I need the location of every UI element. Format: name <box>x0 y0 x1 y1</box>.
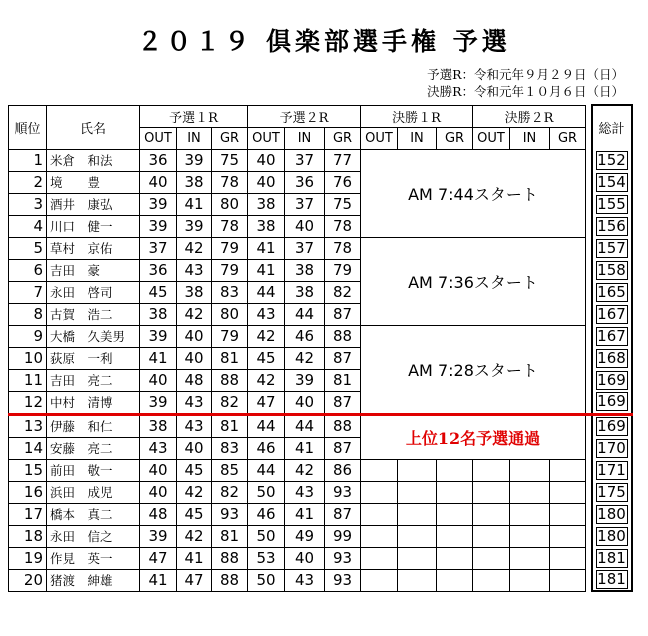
page-title: ２０１９ 倶楽部選手権 予選 <box>137 27 511 56</box>
final-score-empty <box>510 481 550 503</box>
rank-cell: 11 <box>9 369 47 391</box>
results-table <box>8 104 633 592</box>
q1-score: 78 <box>212 215 248 237</box>
subheader-gr: GR <box>550 127 586 149</box>
q1-score: 43 <box>177 259 212 281</box>
q2-score: 37 <box>285 193 325 215</box>
q1-score: 38 <box>177 171 212 193</box>
q1-score: 45 <box>177 503 212 525</box>
q2-score: 88 <box>325 325 361 347</box>
rank-cell: 19 <box>9 547 47 569</box>
final-score-empty <box>398 503 437 525</box>
total-cell <box>592 325 632 347</box>
rank-cell: 8 <box>9 303 47 325</box>
q1-score: 45 <box>177 459 212 481</box>
q1-score: 40 <box>140 171 177 193</box>
final-score-empty <box>473 459 510 481</box>
q1-score: 82 <box>212 391 248 414</box>
rank-cell: 2 <box>9 171 47 193</box>
final-score-empty <box>361 459 398 481</box>
q1-score: 40 <box>140 459 177 481</box>
q1-score: 79 <box>212 237 248 259</box>
q2-score: 87 <box>325 303 361 325</box>
final-score-empty <box>510 569 550 591</box>
q1-score: 42 <box>177 303 212 325</box>
rank-cell: 6 <box>9 259 47 281</box>
total-value: 155 <box>597 194 626 213</box>
header-f1: 決勝１R <box>361 105 473 127</box>
rank-cell: 5 <box>9 237 47 259</box>
player-name: 橋本 真二 <box>47 503 140 525</box>
final-score-empty <box>510 459 550 481</box>
total-cell <box>592 149 632 171</box>
final-score-empty <box>361 547 398 569</box>
player-name: 吉田 豪 <box>47 259 140 281</box>
table-row <box>9 149 632 171</box>
q1-score: 40 <box>177 347 212 369</box>
q2-score: 88 <box>325 414 361 437</box>
q1-score: 78 <box>212 171 248 193</box>
q2-score: 93 <box>325 547 361 569</box>
q2-score: 77 <box>325 149 361 171</box>
q1-score: 41 <box>140 347 177 369</box>
final-score-empty <box>398 525 437 547</box>
q2-score: 49 <box>285 525 325 547</box>
subheader-out: OUT <box>140 127 177 149</box>
rank-cell: 20 <box>9 569 47 591</box>
q2-score: 93 <box>325 481 361 503</box>
total-cell <box>592 547 632 569</box>
total-value: 156 <box>597 216 626 235</box>
q1-score: 39 <box>140 325 177 347</box>
header-f2: 決勝２R <box>473 105 586 127</box>
subheader-gr: GR <box>325 127 361 149</box>
total-cell <box>592 437 632 459</box>
q1-score: 40 <box>140 481 177 503</box>
q2-score: 44 <box>285 303 325 325</box>
total-cell <box>592 569 632 591</box>
q2-score: 99 <box>325 525 361 547</box>
q2-score: 37 <box>285 237 325 259</box>
q2-score: 46 <box>248 503 285 525</box>
total-value: 175 <box>597 482 626 501</box>
player-name: 境 豊 <box>47 171 140 193</box>
final-score-empty <box>361 503 398 525</box>
total-cell <box>592 259 632 281</box>
final-score-empty <box>437 547 473 569</box>
q2-score: 43 <box>248 303 285 325</box>
final-score-empty <box>473 503 510 525</box>
total-value: 157 <box>597 238 626 257</box>
q2-score: 42 <box>285 347 325 369</box>
q2-score: 40 <box>285 391 325 414</box>
total-cell <box>592 391 632 414</box>
q2-score: 38 <box>248 215 285 237</box>
total-value: 167 <box>597 304 626 323</box>
q2-score: 45 <box>248 347 285 369</box>
table-row <box>9 503 632 525</box>
q1-score: 41 <box>177 547 212 569</box>
q1-score: 79 <box>212 259 248 281</box>
q1-score: 81 <box>212 525 248 547</box>
q2-score: 44 <box>248 414 285 437</box>
q1-score: 75 <box>212 149 248 171</box>
rank-cell: 9 <box>9 325 47 347</box>
total-value: 169 <box>597 392 626 411</box>
q2-score: 47 <box>248 391 285 414</box>
q1-score: 42 <box>177 525 212 547</box>
player-name: 浜田 成児 <box>47 481 140 503</box>
q1-score: 80 <box>212 303 248 325</box>
final-score-empty <box>550 525 586 547</box>
q1-score: 41 <box>177 193 212 215</box>
q2-score: 44 <box>248 459 285 481</box>
final-score-empty <box>398 547 437 569</box>
q2-score: 50 <box>248 481 285 503</box>
total-cell <box>592 303 632 325</box>
q2-score: 36 <box>285 171 325 193</box>
final-score-empty <box>437 569 473 591</box>
q2-score: 46 <box>248 437 285 459</box>
q1-score: 80 <box>212 193 248 215</box>
final-score-empty <box>510 547 550 569</box>
q2-score: 40 <box>248 149 285 171</box>
subheader-out: OUT <box>361 127 398 149</box>
rank-cell: 14 <box>9 437 47 459</box>
q1-score: 40 <box>177 325 212 347</box>
q2-score: 40 <box>285 547 325 569</box>
q2-score: 42 <box>248 325 285 347</box>
q2-score: 38 <box>285 281 325 303</box>
final-score-empty <box>473 481 510 503</box>
player-name: 米倉 和法 <box>47 149 140 171</box>
q1-score: 40 <box>140 369 177 391</box>
total-cell <box>592 237 632 259</box>
q2-score: 44 <box>248 281 285 303</box>
q1-score: 38 <box>140 414 177 437</box>
qualify-note: 上位12名予選通過 <box>361 414 586 459</box>
total-cell <box>592 347 632 369</box>
total-cell <box>592 171 632 193</box>
q2-score: 86 <box>325 459 361 481</box>
q1-score: 88 <box>212 547 248 569</box>
total-cell <box>592 503 632 525</box>
q2-score: 41 <box>248 237 285 259</box>
final-score-empty <box>550 569 586 591</box>
q1-score: 45 <box>140 281 177 303</box>
total-value: 152 <box>597 150 626 169</box>
q2-score: 87 <box>325 503 361 525</box>
final-score-empty <box>473 547 510 569</box>
rank-cell: 15 <box>9 459 47 481</box>
player-name: 荻原 一利 <box>47 347 140 369</box>
total-cell <box>592 215 632 237</box>
total-cell <box>592 459 632 481</box>
total-cell <box>592 525 632 547</box>
final-score-empty <box>398 459 437 481</box>
player-name: 吉田 亮二 <box>47 369 140 391</box>
total-value: 181 <box>597 548 626 567</box>
q2-score: 79 <box>325 259 361 281</box>
header-rank: 順位 <box>9 105 47 149</box>
total-value: 154 <box>597 172 626 191</box>
player-name: 大橋 久美男 <box>47 325 140 347</box>
q1-score: 40 <box>177 437 212 459</box>
q1-score: 39 <box>177 149 212 171</box>
final-date: 決勝R：令和元年１０月６日（日） <box>427 84 624 99</box>
results-body <box>9 149 632 591</box>
player-name: 酒井 康弘 <box>47 193 140 215</box>
table-row <box>9 481 632 503</box>
subheader-gr: GR <box>437 127 473 149</box>
subheader-out: OUT <box>248 127 285 149</box>
q2-score: 76 <box>325 171 361 193</box>
final-score-empty <box>361 569 398 591</box>
rank-cell: 7 <box>9 281 47 303</box>
final-score-empty <box>437 525 473 547</box>
q2-score: 38 <box>285 259 325 281</box>
q1-score: 36 <box>140 259 177 281</box>
final-score-empty <box>550 481 586 503</box>
q2-score: 40 <box>248 171 285 193</box>
player-name: 永田 啓司 <box>47 281 140 303</box>
q2-score: 44 <box>285 414 325 437</box>
q1-score: 42 <box>177 481 212 503</box>
total-value: 167 <box>597 326 626 345</box>
player-name: 猪渡 紳雄 <box>47 569 140 591</box>
q1-score: 93 <box>212 503 248 525</box>
total-value: 171 <box>597 460 626 479</box>
q2-score: 75 <box>325 193 361 215</box>
total-cell <box>592 193 632 215</box>
q2-score: 78 <box>325 215 361 237</box>
player-name: 安藤 亮二 <box>47 437 140 459</box>
q1-score: 38 <box>140 303 177 325</box>
total-value: 180 <box>597 526 626 545</box>
total-value: 165 <box>597 282 626 301</box>
total-cell <box>592 414 632 437</box>
final-score-empty <box>437 481 473 503</box>
q1-score: 37 <box>140 237 177 259</box>
total-value: 169 <box>597 416 626 435</box>
q2-score: 82 <box>325 281 361 303</box>
q2-score: 53 <box>248 547 285 569</box>
q2-score: 40 <box>285 215 325 237</box>
subheader-gr: GR <box>212 127 248 149</box>
total-value: 181 <box>597 570 626 588</box>
player-name: 作見 英一 <box>47 547 140 569</box>
start-time-group: AM 7:36スタート <box>361 237 586 325</box>
q1-score: 39 <box>140 193 177 215</box>
q2-score: 87 <box>325 347 361 369</box>
q1-score: 88 <box>212 569 248 591</box>
final-score-empty <box>550 547 586 569</box>
q1-score: 48 <box>177 369 212 391</box>
q2-score: 42 <box>248 369 285 391</box>
q2-score: 41 <box>248 259 285 281</box>
final-score-empty <box>510 525 550 547</box>
q1-score: 36 <box>140 149 177 171</box>
player-name: 草村 京佑 <box>47 237 140 259</box>
q1-score: 43 <box>140 437 177 459</box>
table-row <box>9 325 632 347</box>
header-q2: 予選２R <box>248 105 361 127</box>
q2-score: 37 <box>285 149 325 171</box>
rank-cell: 17 <box>9 503 47 525</box>
q1-score: 39 <box>140 215 177 237</box>
q2-score: 43 <box>285 569 325 591</box>
subheader-in: IN <box>398 127 437 149</box>
q1-score: 82 <box>212 481 248 503</box>
qualifier-date: 予選R：令和元年９月２９日（日） <box>427 67 624 82</box>
final-score-empty <box>361 481 398 503</box>
rank-cell: 12 <box>9 391 47 414</box>
q2-score: 87 <box>325 437 361 459</box>
q1-score: 42 <box>177 237 212 259</box>
q1-score: 47 <box>140 547 177 569</box>
final-score-empty <box>473 525 510 547</box>
final-score-empty <box>510 503 550 525</box>
q1-score: 43 <box>177 391 212 414</box>
start-time-group: AM 7:44スタート <box>361 149 586 237</box>
table-row <box>9 237 632 259</box>
rank-cell: 4 <box>9 215 47 237</box>
rank-cell: 18 <box>9 525 47 547</box>
round-dates <box>427 66 624 100</box>
header-name: 氏名 <box>47 105 140 149</box>
rank-cell: 10 <box>9 347 47 369</box>
total-value: 170 <box>597 438 626 457</box>
q2-score: 93 <box>325 569 361 591</box>
subheader-out: OUT <box>473 127 510 149</box>
total-value: 180 <box>597 504 626 523</box>
q2-score: 39 <box>285 369 325 391</box>
q1-score: 41 <box>140 569 177 591</box>
q1-score: 43 <box>177 414 212 437</box>
final-score-empty <box>473 569 510 591</box>
player-name: 前田 敬一 <box>47 459 140 481</box>
q2-score: 50 <box>248 569 285 591</box>
final-score-empty <box>550 503 586 525</box>
table-row <box>9 459 632 481</box>
header-total: 総計 <box>592 105 632 149</box>
table-row <box>9 569 632 591</box>
start-time-group: AM 7:28スタート <box>361 325 586 414</box>
q2-score: 78 <box>325 237 361 259</box>
player-name: 古賀 浩二 <box>47 303 140 325</box>
table-row <box>9 547 632 569</box>
q1-score: 83 <box>212 281 248 303</box>
q1-score: 81 <box>212 347 248 369</box>
rank-cell: 16 <box>9 481 47 503</box>
final-score-empty <box>437 459 473 481</box>
q1-score: 88 <box>212 369 248 391</box>
q1-score: 81 <box>212 414 248 437</box>
table-row <box>9 414 632 437</box>
player-name: 永田 信之 <box>47 525 140 547</box>
final-score-empty <box>361 525 398 547</box>
final-score-empty <box>437 503 473 525</box>
player-name: 伊藤 和仁 <box>47 414 140 437</box>
subheader-in: IN <box>510 127 550 149</box>
q2-score: 41 <box>285 437 325 459</box>
total-cell <box>592 281 632 303</box>
q1-score: 38 <box>177 281 212 303</box>
q2-score: 42 <box>285 459 325 481</box>
final-score-empty <box>398 569 437 591</box>
header-q1: 予選１R <box>140 105 248 127</box>
q1-score: 39 <box>140 391 177 414</box>
total-value: 168 <box>597 348 626 367</box>
total-value: 158 <box>597 260 626 279</box>
subheader-in: IN <box>285 127 325 149</box>
q2-score: 87 <box>325 391 361 414</box>
rank-cell: 13 <box>9 414 47 437</box>
q1-score: 85 <box>212 459 248 481</box>
q1-score: 39 <box>140 525 177 547</box>
q1-score: 47 <box>177 569 212 591</box>
rank-cell: 3 <box>9 193 47 215</box>
q2-score: 41 <box>285 503 325 525</box>
player-name: 中村 清博 <box>47 391 140 414</box>
q2-score: 50 <box>248 525 285 547</box>
q2-score: 43 <box>285 481 325 503</box>
q1-score: 83 <box>212 437 248 459</box>
q2-score: 46 <box>285 325 325 347</box>
rank-cell: 1 <box>9 149 47 171</box>
final-score-empty <box>550 459 586 481</box>
q1-score: 79 <box>212 325 248 347</box>
q2-score: 81 <box>325 369 361 391</box>
q2-score: 38 <box>248 193 285 215</box>
total-cell <box>592 481 632 503</box>
q1-score: 39 <box>177 215 212 237</box>
player-name: 川口 健一 <box>47 215 140 237</box>
table-row <box>9 525 632 547</box>
total-value: 169 <box>597 370 626 389</box>
total-cell <box>592 369 632 391</box>
q1-score: 48 <box>140 503 177 525</box>
subheader-in: IN <box>177 127 212 149</box>
final-score-empty <box>398 481 437 503</box>
